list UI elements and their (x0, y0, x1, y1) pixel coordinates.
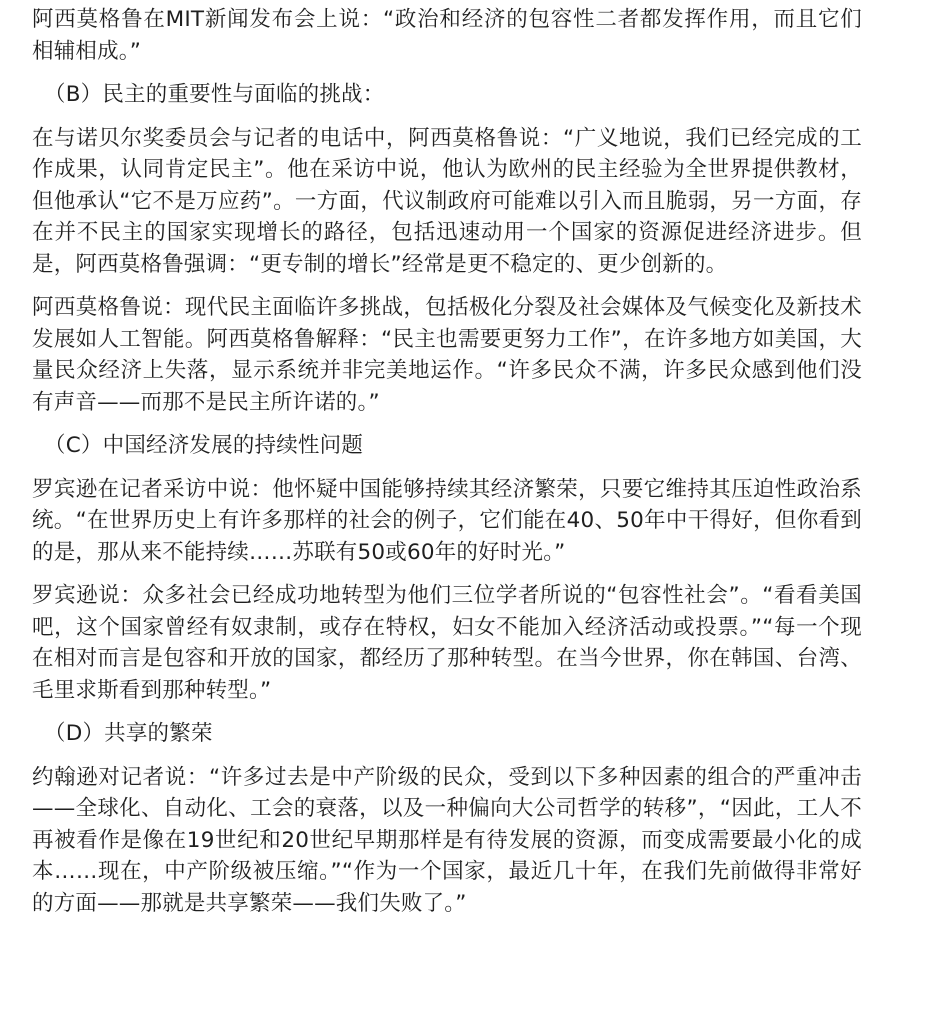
section-heading-d: （D）共享的繁荣 (44, 721, 213, 746)
paragraph-robinson-inclusive-society: 罗宾逊说：众多社会已经成功地转型为他们三位学者所说的“包容性社会”。“看看美国吧，这个国家曾经有奴隶制，或存在特权，妇女不能加入经济活动或投票。”“每一个现在相对而言是包容和开放的国家，都经历了那种转型。在当今世界，你在韩国、台湾、毛里求斯看到那种转型。” (32, 583, 862, 703)
section-heading-c: （C）中国经济发展的持续性问题 (44, 433, 364, 458)
paragraph-democracy-nobel-call: 在与诺贝尔奖委员会与记者的电话中，阿西莫格鲁说：“广义地说，我们已经完成的工作成果，认同肯定民主”。他在采访中说，他认为欧州的民主经验为全世界提供教材，但他承认“它不是万应药”。一方面，代议制政府可能难以引入而且脆弱，另一方面，存在并不民主的国家实现增长的路径，包括迅速动用一个国家的资源促进经济进步。但是，阿西莫格鲁强调：“更专制的增长”经常是更不稳定的、更少创新的。 (32, 125, 862, 277)
paragraph-democracy-challenges: 阿西莫格鲁说：现代民主面临许多挑战，包括极化分裂及社会媒体及气候变化及新技术发展如人工智能。阿西莫格鲁解释：“民主也需要更努力工作”，在许多地方如美国，大量民众经济上失落，显示系统并非完美地运作。“许多民众不满，许多民众感到他们没有声音——而那不是民主所许诺的。” (32, 295, 862, 415)
section-heading-b: （B）民主的重要性与面临的挑战： (44, 82, 385, 107)
paragraph-robinson-china: 罗宾逊在记者采访中说：他怀疑中国能够持续其经济繁荣，只要它维持其压迫性政治系统。“在世界历史上有许多那样的社会的例子，它们能在40、50年中干得好，但你看到的是，那从来不能持续……苏联有50或60年的好时光。” (32, 476, 862, 565)
paragraph-acemoglu-inclusivity: 阿西莫格鲁在MIT新闻发布会上说：“政治和经济的包容性二者都发挥作用，而且它们相辅相成。” (32, 7, 862, 64)
paragraph-johnson-shared-prosperity: 约翰逊对记者说：“许多过去是中产阶级的民众，受到以下多种因素的组合的严重冲击——全球化、自动化、工会的衰落，以及一种偏向大公司哲学的转移”，“因此，工人不再被看作是像在19世纪和20世纪早期那样是有待发展的资源，而变成需要最小化的成本……现在，中产阶级被压缩。”“作为一个国家，最近几十年，在我们先前做得非常好的方面——那就是共享繁荣——我们失败了。” (32, 764, 862, 916)
article-body (32, 4, 862, 931)
